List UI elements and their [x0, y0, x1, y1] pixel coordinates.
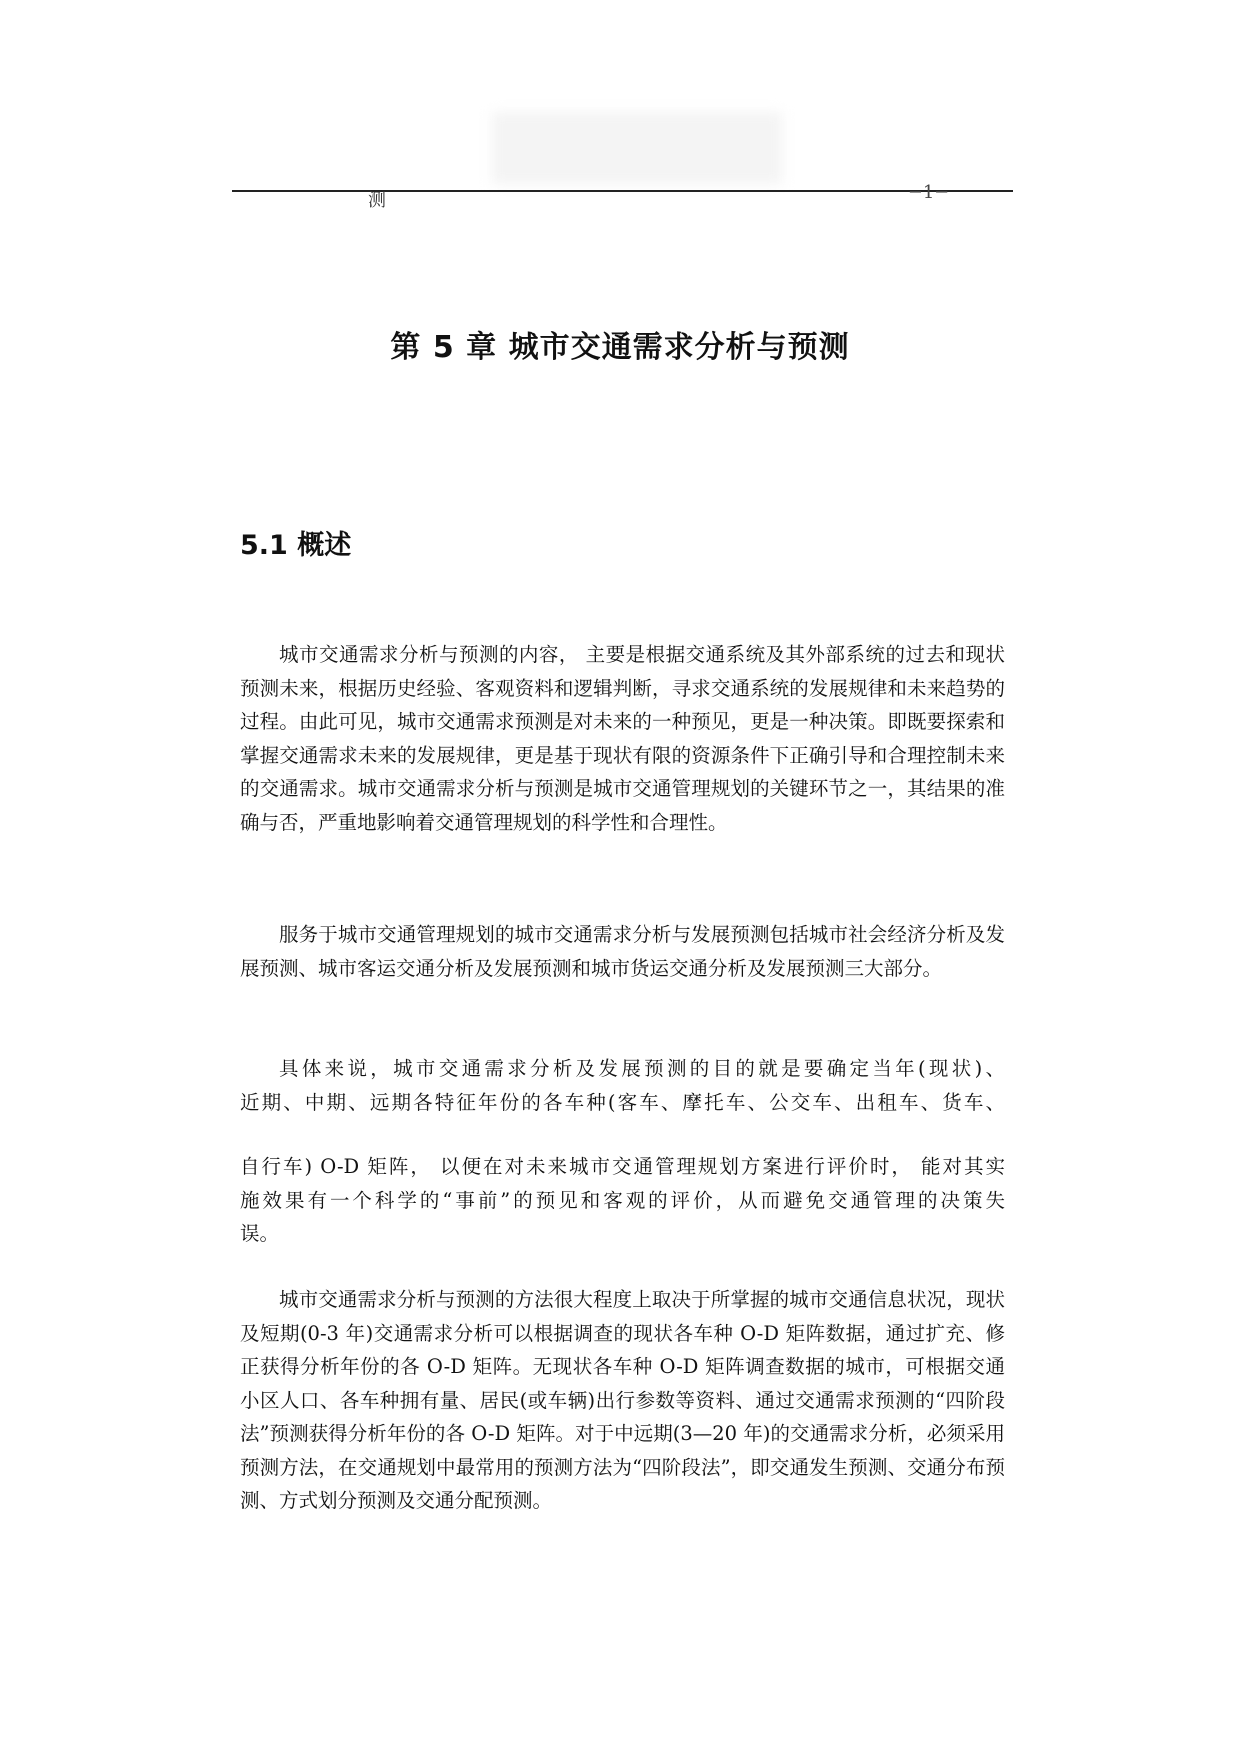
running-head: 测: [368, 190, 386, 211]
chapter-title: 第 5 章 城市交通需求分析与预测: [390, 330, 850, 365]
paragraph-overview: 城市交通需求分析与预测的内容， 主要是根据交通系统及其外部系统的过去和现状预测未来，根据历史经验、客观资料和逻辑判断，寻求交通系统的发展规律和未来趋势的过程。由此可见，城市交通需求预测是对未来的一种预见，更是一种决策。即既要探索和掌握交通需求未来的发展规律，更是基于现状有限的资源条件下正确引导和合理控制未来的交通需求。城市交通需求分析与预测是城市交通管理规划的关键环节之一，其结果的准确与否，严重地影响着交通管理规划的科学性和合理性。: [240, 643, 1005, 834]
section-title: 5.1 概述: [240, 530, 352, 561]
paragraph-purpose-part2: [240, 1150, 1005, 1251]
paragraph-purpose-line: 误。: [240, 1222, 280, 1245]
paragraph-methods: 城市交通需求分析与预测的方法很大程度上取决于所掌握的城市交通信息状况，现状及短期(0-3 年)交通需求分析可以根据调查的现状各车种 O-D 矩阵数据，通过扩充、修正获得分析年份的各 O-D 矩阵。无现状各车种 O-D 矩阵调查数据的城市，可根据交通小区人口、各车种拥有量、居民(或车辆)出行参数等资料、通过交通需求预测的“四阶段法”预测获得分析年份的各 O-D 矩阵。对于中远期(3—20 年)的交通需求分析，必须采用预测方法，在交通规划中最常用的预测方法为“四阶段法”，即交通发生预测、交通分布预测、方式划分预测及交通分配预测。: [240, 1288, 1005, 1512]
paragraph-purpose-part1: [240, 1052, 1005, 1119]
header-rule: [232, 190, 1013, 192]
paragraph-purpose-line: 施效果有一个科学的“事前”的预见和客观的评价，从而避免交通管理的决策失: [240, 1188, 1005, 1212]
paragraph-purpose-line: 具体来说，城市交通需求分析及发展预测的目的就是要确定当年(现状)、: [279, 1057, 1005, 1080]
paragraph-scope: 服务于城市交通管理规划的城市交通需求分析与发展预测包括城市社会经济分析及发展预测、城市客运交通分析及发展预测和城市货运交通分析及发展预测三大部分。: [240, 923, 1005, 980]
page-number: ─1─: [910, 182, 950, 203]
watermark-blur: [492, 112, 782, 184]
paragraph-purpose-line: 近期、中期、远期各特征年份的各车种(客车、摩托车、公交车、出租车、货车、: [240, 1090, 1005, 1114]
paragraph-purpose-line: 自行车) O-D 矩阵， 以便在对未来城市交通管理规划方案进行评价时， 能对其实: [240, 1155, 1005, 1178]
